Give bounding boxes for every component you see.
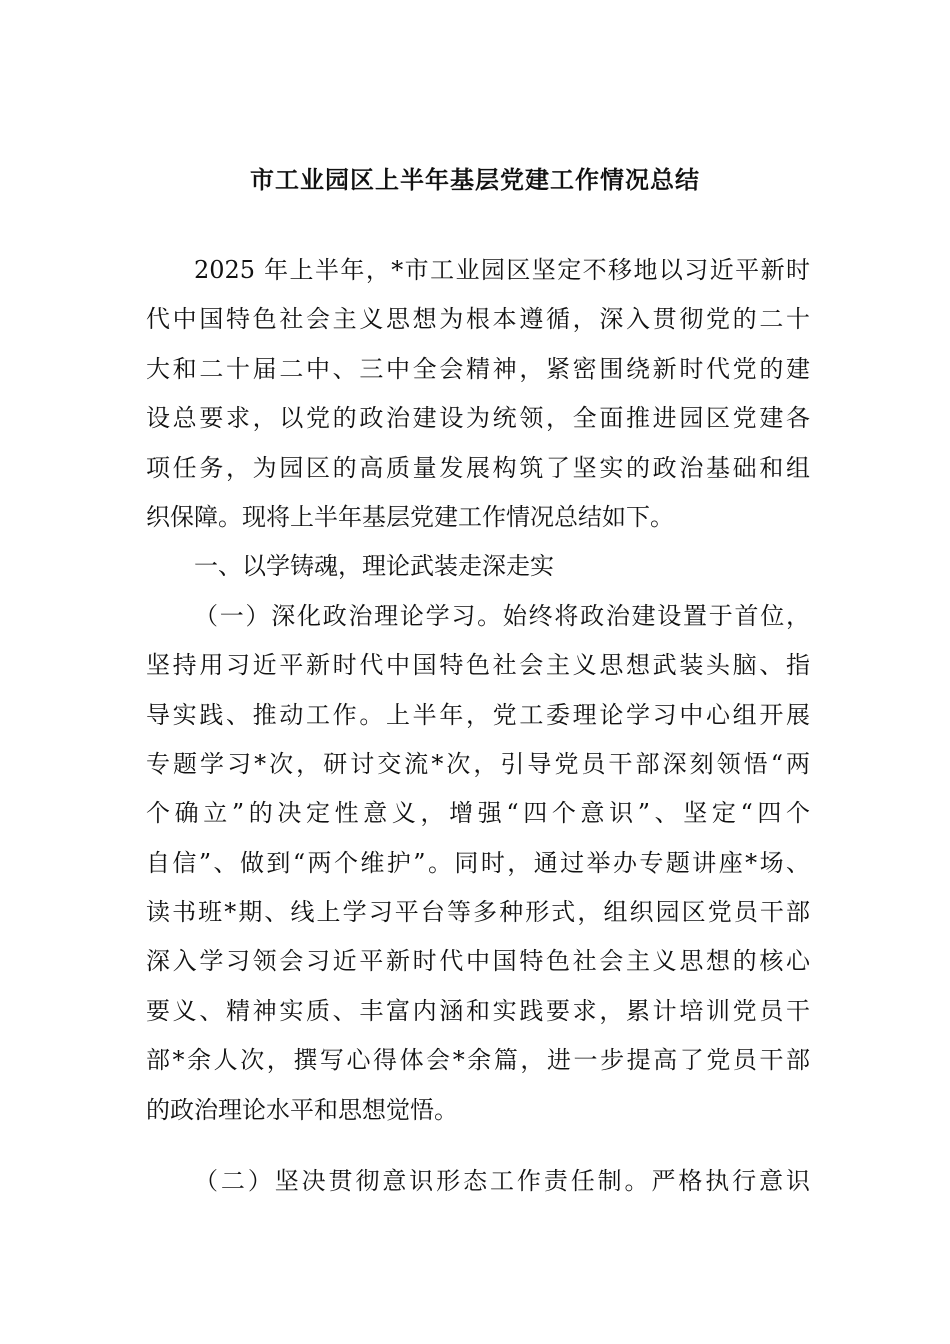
paragraph-intro-line: 织保障。现将上半年基层党建工作情况总结如下。 (146, 502, 674, 531)
paragraph-intro-line: 项任务，为园区的高质量发展构筑了坚实的政治基础和组 (146, 453, 810, 482)
paragraph-one-line: 读书班*期、线上学习平台等多种形式，组织园区党员干部 (146, 898, 810, 927)
paragraph-one-line: 自信”、做到“两个维护”。同时，通过举办专题讲座*场、 (146, 848, 810, 877)
paragraph-one-line: 深入学习领会习近平新时代中国特色社会主义思想的核心 (146, 947, 810, 976)
paragraph-one-line: （一）深化政治理论学习。始终将政治建设置于首位， (194, 601, 810, 630)
document-title: 市工业园区上半年基层党建工作情况总结 (250, 166, 700, 194)
paragraph-one-line: 导实践、推动工作。上半年，党工委理论学习中心组开展 (146, 700, 810, 729)
paragraph-one-line: 部*余人次，撰写心得体会*余篇，进一步提高了党员干部 (146, 1046, 810, 1075)
paragraph-one-line: 的政治理论水平和思想觉悟。 (146, 1095, 458, 1124)
paragraph-one-line: 专题学习*次，研讨交流*次，引导党员干部深刻领悟“两 (146, 749, 810, 778)
paragraph-one-line: 坚持用习近平新时代中国特色社会主义思想武装头脑、指 (146, 651, 810, 680)
section-heading: 一、以学铸魂，理论武装走深走实 (194, 552, 554, 581)
paragraph-two-line: （二）坚决贯彻意识形态工作责任制。严格执行意识 (194, 1167, 810, 1196)
paragraph-intro-line: 大和二十届二中、三中全会精神，紧密围绕新时代党的建 (146, 354, 810, 383)
paragraph-spacer (146, 1135, 810, 1157)
paragraph-one-line: 个确立”的决定性意义，增强“四个意识”、坚定“四个 (146, 799, 810, 828)
document-body (146, 246, 810, 1206)
paragraph-one-line: 要义、精神实质、丰富内涵和实践要求，累计培训党员干 (146, 996, 810, 1025)
paragraph-intro-line: 设总要求，以党的政治建设为统领，全面推进园区党建各 (146, 404, 810, 433)
paragraph-intro-line: 2025 年上半年，*市工业园区坚定不移地以习近平新时 (194, 256, 810, 284)
paragraph-intro-line: 代中国特色社会主义思想为根本遵循，深入贯彻党的二十 (146, 305, 810, 334)
